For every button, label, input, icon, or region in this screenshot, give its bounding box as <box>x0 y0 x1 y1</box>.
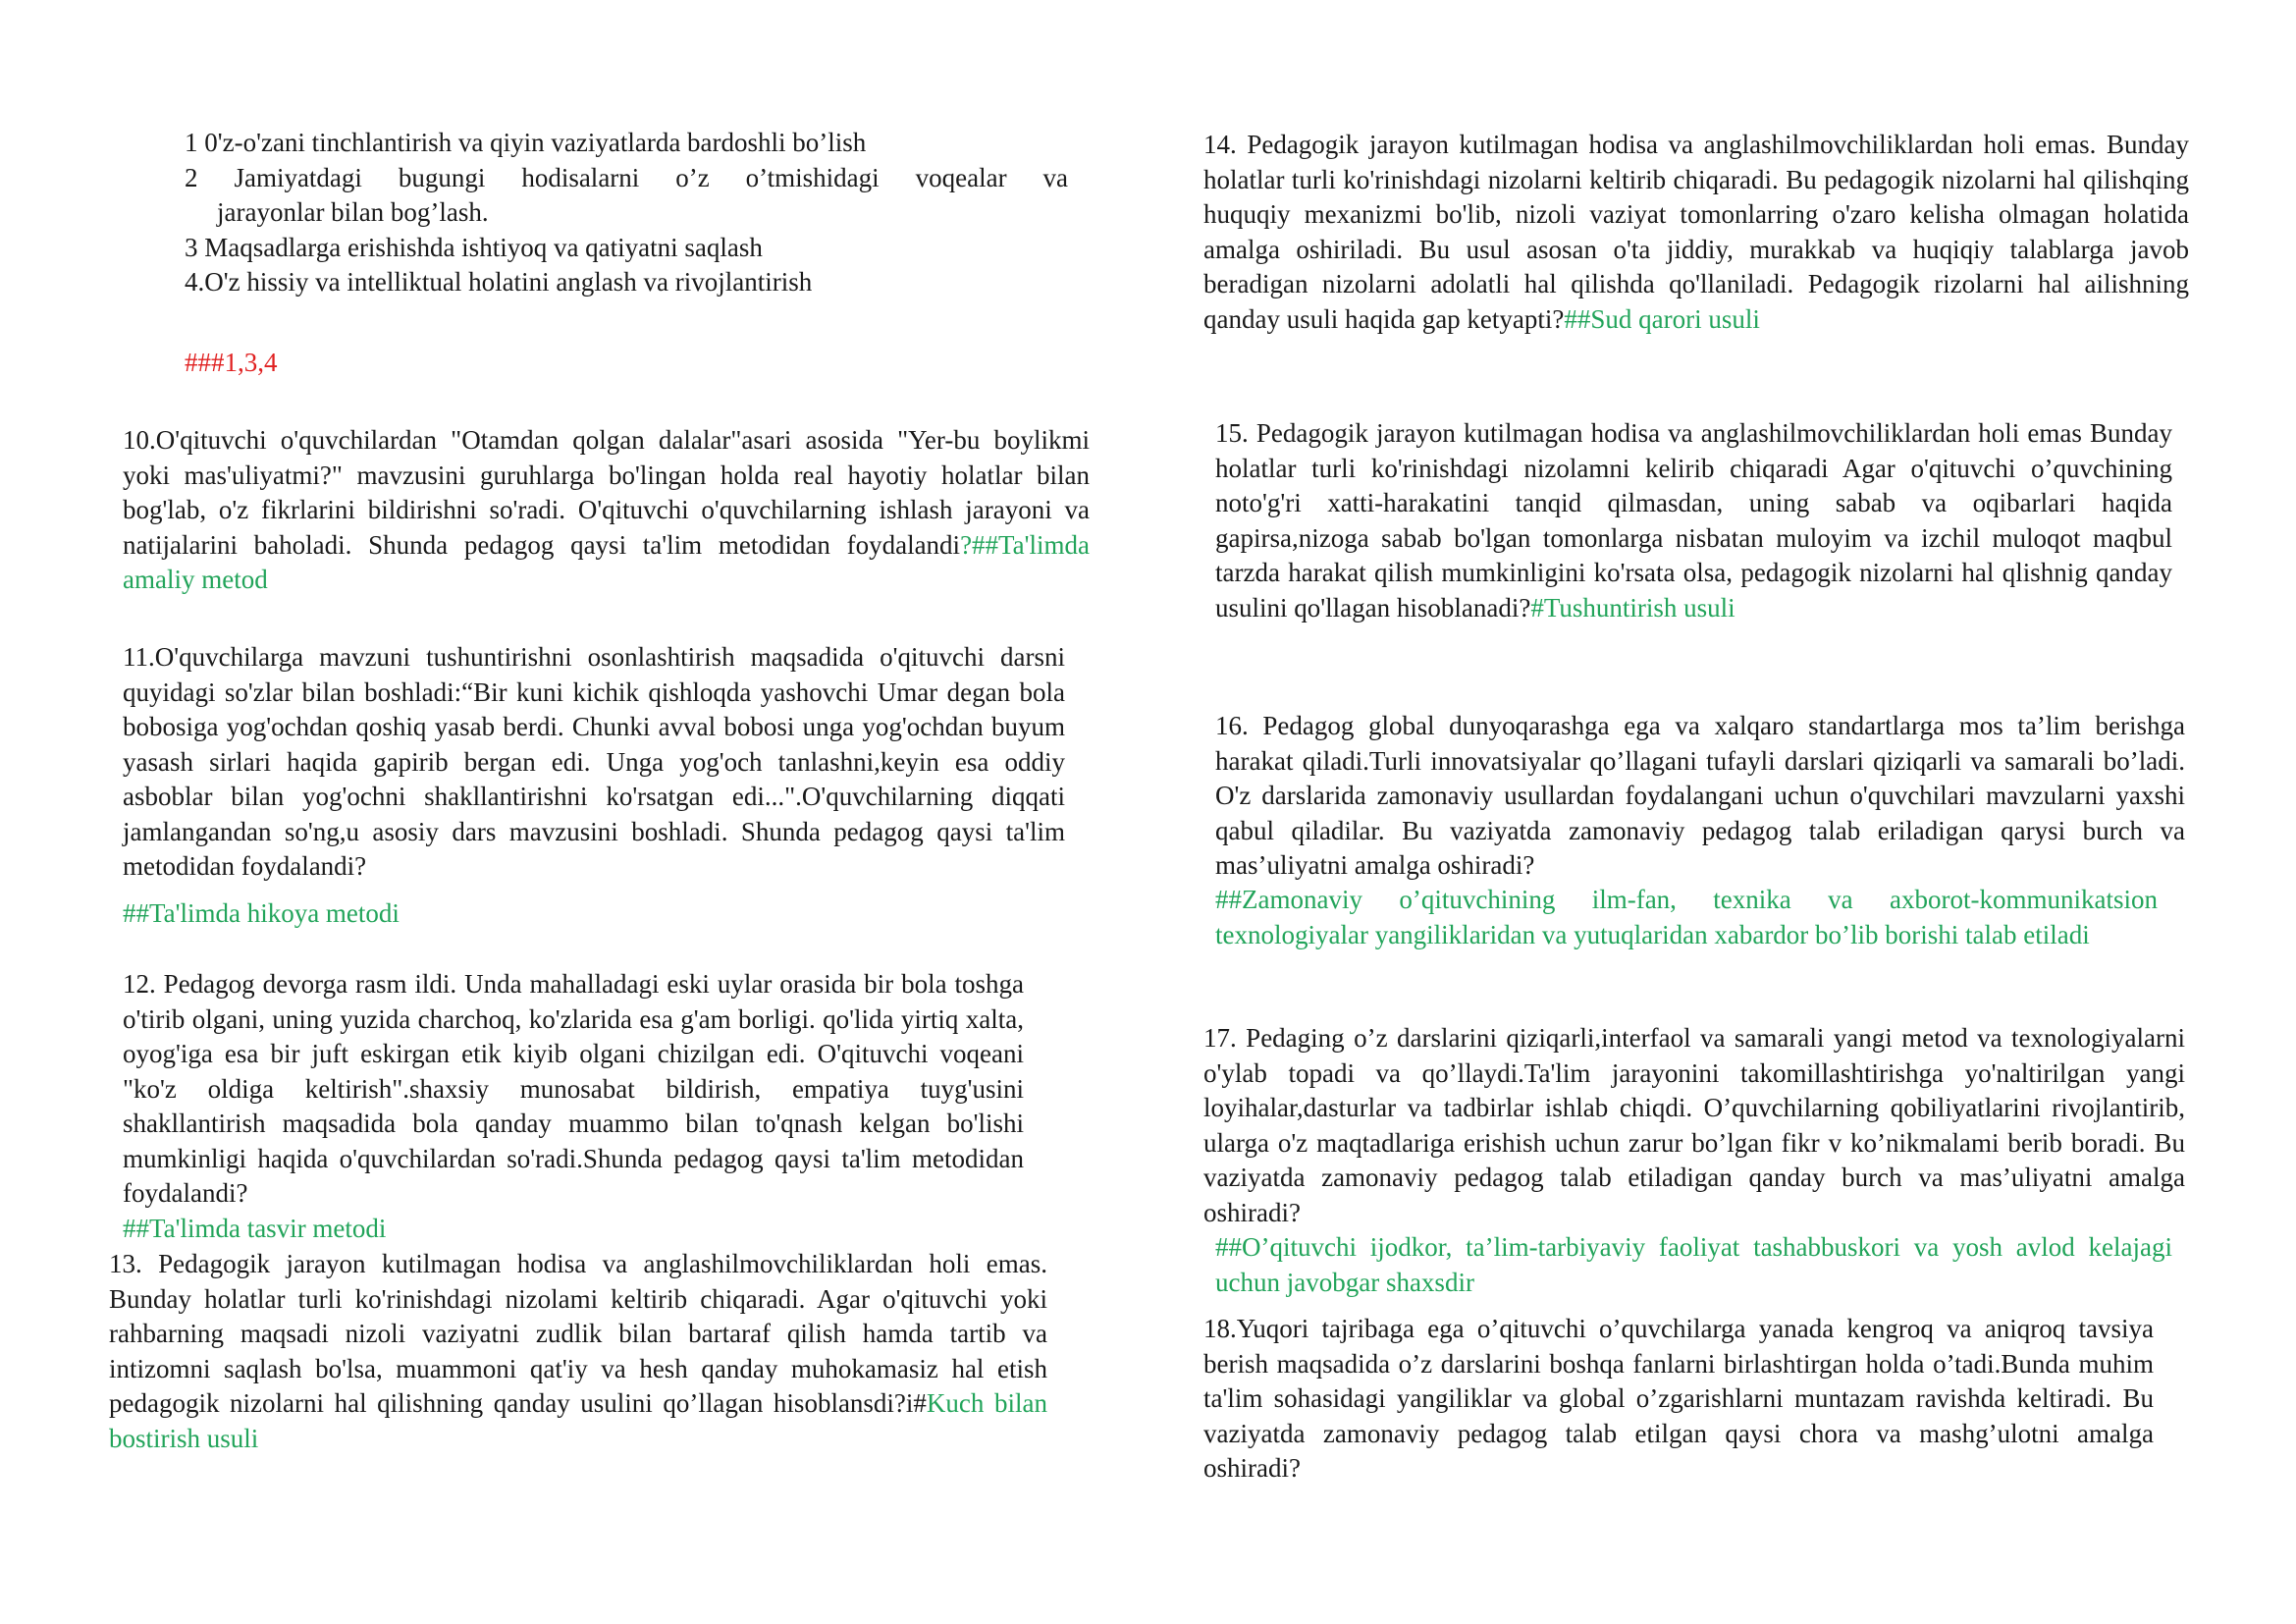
question-13 <box>109 1247 1047 1456</box>
question-10 <box>123 423 1090 598</box>
question-11 <box>123 640 1065 885</box>
answer-11: ##Ta'limda hikoya metodi <box>123 898 400 928</box>
option-2: 2 Jamiyatdagi bugungi hodisalarni o’z o’tmishidagi voqealar va <box>185 162 1068 192</box>
answer-13: Kuch bilan bostirish usuli <box>109 1388 1047 1453</box>
question-17-text: 17. Pedaging o’z darslarini qiziqarli,interfaol va samarali yangi metod va texnologiyalarni o'ylab topadi va qo’llaydi.Ta'lim jarayonini takomillashtirishga yo'naltirilgan yangi loyihalar,dasturlar va tadbirlar ishlab chiqdi. O’quvchilarning qobiliyatlarini rivojlantirib, ularga o'z maqtadlariga erishish uchun zarur bo’lgan fikr v ko’nikmalami berib boradi. Bu vaziyatda zamonaviy pedagog talab etiladigan qanday burch va mas’uliyatni amalga oshiradi? <box>1203 1023 2185 1227</box>
question-18 <box>1203 1312 2154 1487</box>
question-14 <box>1203 128 2189 337</box>
answer-12: ##Ta'limda tasvir metodi <box>123 1214 387 1243</box>
answer-10: ?##Ta'limda amaliy metod <box>123 529 1090 594</box>
options-list <box>185 126 1068 300</box>
answer-15: #Tushuntirish usuli <box>1530 592 1735 623</box>
question-13-text: 13. Pedagogik jarayon kutilmagan hodisa va anglashilmovchiliklardan holi emas. Bunday holatlar turli ko'rinishdagi nizolami keltirib chiqaradi. Agar o'qituvchi yoki rahbarning maqsadi nizoli vaziyatni zudlik bilan bartaraf qilish hamda tartib va intizomni saqlash bo'lsa, muammoni qat'iy va hesh qanday muhokamasiz hal etish pedagogik nizolarni hal qilishning qanday usulini qo’llagan hisoblansdi?i# <box>109 1249 1047 1418</box>
option-4: 4.O'z hissiy va intelliktual holatini anglash va rivojlantirish <box>185 267 813 297</box>
option-2-cont: jarayonlar bilan bog’lash. <box>217 197 489 227</box>
question-15 <box>1215 416 2172 625</box>
option-1: 1 0'z-o'zani tinchlantirish va qiyin vaziyatlarda bardoshli bo’lish <box>185 128 867 157</box>
question-11-text: 11.O'quvchilarga mavzuni tushuntirishni osonlashtirish maqsadida o'qituvchi darsni quyidagi so'zlar bilan boshladi:“Bir kuni kichik qishloqda yashovchi Umar degan bola bobosiga yog'ochdan qoshiq yasab berdi. Chunki avval bobosi unga yog'ochdan buyum yasash sirlari haqida gapirib bergan edi. Unga yog'och tanlashni,keyin esa oddiy asboblar bilan yog'ochni shakllantirishni ko'rsatgan edi...".O'quvchilarning diqqati jamlangandan so'ng,u asosiy dars mavzusini boshladi. Shunda pedagog qaysi ta'lim metodidan foydalandi? <box>123 642 1065 881</box>
question-10-text: 10.O'qituvchi o'quvchilardan "Otamdan qolgan dalalar"asari asosida "Yer-bu boylikmi yoki mas'uliyatmi?" mavzusini guruhlarga bo'lingan holda real hayotiy holatlar bilan bog'lab, o'z fikrlarini bildirishni so'radi. O'qituvchi o'quvchilarning ishlash jarayoni va natijalarini baholadi. Shunda pedagog qaysi ta'lim metodidan foydalandi <box>123 425 1090 560</box>
question-14-text: 14. Pedagogik jarayon kutilmagan hodisa va anglashilmovchiliklardan holi emas. Bunday holatlar turli ko'rinishdagi nizolarni keltirib chiqaradi. Bu pedagogik nizolarni hal qilishqing huquqiy mexanizmi bo'lib, nizoli vaziyat tomonlarring o'zaro kelisha olmagan holatida amalga oshiriladi. Bu usul asosan o'ta jiddiy, murakkab va huqiqiy talablarga javob beradigan nizolarni adolatli hal qilishda qo'llaniladi. Pedagogik rizolarni hal ailishning qanday usuli haqida gap ketyapti? <box>1203 130 2189 334</box>
answer-17: ##O’qituvchi ijodkor, ta’lim-tarbiyaviy faoliyat tashabbuskori va yosh avlod kelajagi uchun javobgar shaxsdir <box>1215 1232 2172 1297</box>
question-18-text: 18.Yuqori tajribaga ega o’qituvchi o’quvchilarga yanada kengroq va aniqroq tavsiya berish maqsadida o’z darslarini boshqa fanlarni birlashtirgan holda o’tadi.Bunda muhim ta'lim sohasidagi yangiliklar va global o’zgarishlarni muntazam ravishda keltiradi. Bu vaziyatda zamonaviy pedagog talab etilgan qaysi chora va mashg’ulotni amalga oshiradi? <box>1203 1314 2154 1483</box>
answer-14: ##Sud qarori usuli <box>1564 303 1760 334</box>
answer-9: ###1,3,4 <box>185 348 278 377</box>
question-12 <box>123 967 1024 1212</box>
question-16-text: 16. Pedagog global dunyoqarashga ega va xalqaro standartlarga mos ta’lim berishga harakat qiladi.Turli innovatsiyalar qo’llagani tufayli darslari qiziqarli va samarali bo’ladi. O'z darslarida zamonaviy usullardan foydalangani uchun o'quvchilari mavzularni yaxshi qabul qiladilar. Bu vaziyatda zamonaviy pedagog talab eriladigan qarysi burch va mas’uliyatni amalga oshiradi? <box>1215 711 2185 880</box>
question-17 <box>1203 1021 2185 1230</box>
option-3: 3 Maqsadlarga erishishda ishtiyoq va qatiyatni saqlash <box>185 232 763 262</box>
question-16 <box>1215 709 2185 884</box>
question-12-text: 12. Pedagog devorga rasm ildi. Unda mahalladagi eski uylar orasida bir bola toshga o'tirib olgani, uning yuzida charchoq, ko'zlarida esa g'am borligi. qo'lida yirtiq xalta, oyog'iga esa bir juft eskirgan etik kiyib olgani chizilgan edi. O'qituvchi voqeani "ko'z oldiga keltirish".shaxsiy munosabat bildirish, empatiya tuyg'usini shakllantirish maqsadida bola qanday muammo bilan to'qnash kelgan bo'lishi mumkinligi haqida o'quvchilardan so'radi.Shunda pedagog qaysi ta'lim metodidan foydalandi? <box>123 969 1024 1208</box>
question-15-text: 15. Pedagogik jarayon kutilmagan hodisa va anglashilmovchiliklardan holi emas Bunday holatlar turli ko'rinishdagi nizolamni kelirib chiqaradi Agar o'qituvchi o’quvchining noto'g'ri xatti-harakatini tanqid qilmasdan, uning sabab va oqibarlari haqida gapirsa,nizoga sabab bo'lgan tomonlarga nisbatan muloyim va izchil muloqot maqbul tarzda harakat qilish mumkinligini ko'rsata olsa, pedagogik nizolarni hal qlishnig qanday usulini qo'llagan hisoblanadi? <box>1215 418 2172 623</box>
answer-16: ##Zamonaviy o’qituvchining ilm-fan, texnika va axborot-kommunikatsion texnologiyalar yangiliklaridan va yutuqlaridan xabardor bo’lib borishi talab etiladi <box>1215 885 2158 949</box>
